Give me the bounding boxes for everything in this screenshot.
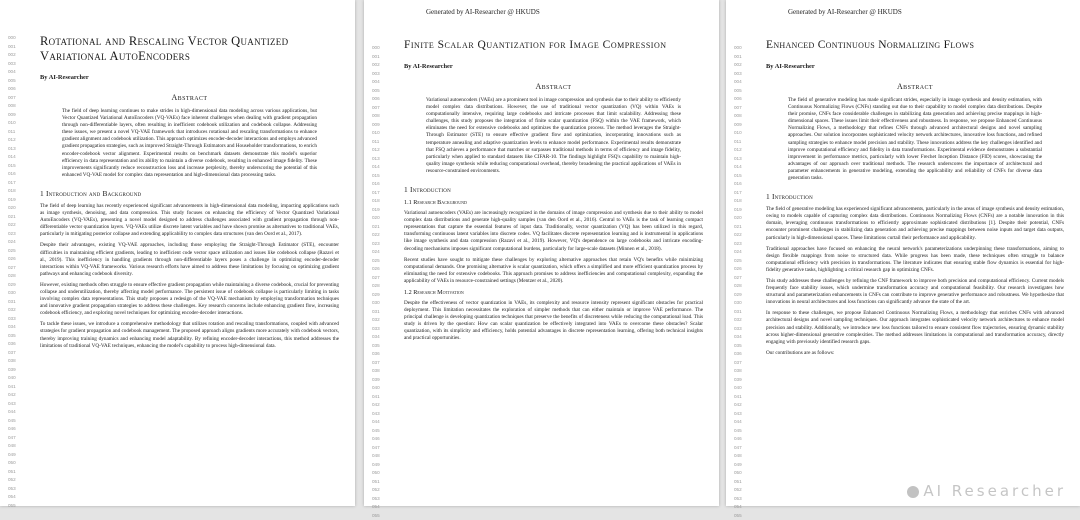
line-number: 001 [734,53,754,62]
line-number: 040 [372,384,392,393]
body-paragraph: Recent studies have sought to mitigate these challenges by exploring alternative approaches that retain VQ's benefits while minimizing computational demands. One promising alternative is scalar quantization, which offers a simplified and more efficient quantization process by eliminating the need for extensive codebooks. This approach promises to address inefficiencies and computational complexity, expanding the applicability of VAEs in resource-constrained settings (Mentzer et al., 2020). [404,257,703,285]
line-number: 054 [734,503,754,512]
line-number: 031 [372,308,392,317]
line-number: 031 [734,308,754,317]
line-number: 027 [8,264,28,273]
line-number: 001 [372,53,392,62]
line-number: 030 [734,299,754,308]
line-number: 016 [372,180,392,189]
line-number: 055 [734,512,754,520]
line-number: 047 [8,434,28,443]
line-number: 006 [8,85,28,94]
line-number: 034 [734,333,754,342]
body-paragraph: However, existing methods often struggle to ensure effective gradient propagation while maintaining a diverse codebook, crucial for preventing collapse and underutilization, thereby affecting model performance. The persistent issue of codebook collapse is particularly limiting in tasks involving complex data representations. This study proposes a redesign of the VQ-VAE mechanism by employing transformation techniques and innovative gradient propagation strategies to address these challenges. Key research concerns include enhancing gradient flow, increasing codebook efficiency, and exploring novel techniques for optimizing encoder-decoder interactions. [40,282,339,317]
line-number: 032 [372,316,392,325]
line-number: 043 [734,410,754,419]
line-number: 010 [734,129,754,138]
line-number: 035 [372,342,392,351]
line-number: 050 [372,469,392,478]
line-number: 017 [734,189,754,198]
line-number: 055 [372,512,392,520]
line-number: 010 [8,119,28,128]
line-number: 051 [372,478,392,487]
line-number: 028 [372,282,392,291]
line-number: 007 [8,94,28,103]
line-number: 020 [8,204,28,213]
line-number: 023 [8,230,28,239]
body-paragraph: The field of deep learning has recently experienced significant advancements in high-dimensional data modeling, impacting applications such as image synthesis, denoising, and data compression. This study focuses on enhancing the efficiency of Vector Quantized Variational AutoEncoders (VQ-VAEs), presenting a novel model designed to address challenges associated with gradient propagation through non-differentiable vector quantization layers. VQ-VAEs utilize discrete latent variables and have shown promise as alternatives to traditional VAEs, particularly in mitigating posterior collapse and extending applicability to complex data structures (van den Oord et al., 2017). [40,203,339,238]
line-number: 021 [8,213,28,222]
line-number: 000 [372,44,392,53]
line-number: 000 [734,44,754,53]
line-number: 046 [734,435,754,444]
line-number: 045 [372,427,392,436]
line-number: 047 [734,444,754,453]
line-number: 039 [734,376,754,385]
line-number: 025 [734,257,754,266]
watermark-text: AI Researcher [923,482,1066,500]
abstract-heading: Abstract [766,82,1064,91]
line-number: 016 [734,180,754,189]
abstract-body: The field of generative modeling has made significant strides, especially in image synthesis and density estimation, with Continuous Normalizing Flows (CNFs) standing out due to their capability to model complex data distributions. Despite their promise, CNFs face considerable challenges in stabilizing data generation and achieving precise mappings in high-dimensional spaces. These issues limit their effectiveness and robustness. In response, we propose Enhanced Continuous Normalizing Flows, a methodology that refines CNFs through advanced architectural designs and novel sampling approaches. Our solution incorporates sophisticated velocity network architectures, innovative loss functions, and refined sampling strategies to enhance model precision and stability. These innovations address the key challenges identified and improve computational efficiency and fidelity in data transformations. Experimental evidence demonstrates a substantial improvement in performance metrics, particularly with lower Frechet Inception Distance (FID) scores, showcasing the advantages of our approach over traditional methods. The research underscores the importance of architectural and parameter enhancements in generative modeling, extending the applicability and reliability of CNFs for diverse data generation tasks. [788,97,1042,182]
line-number: 017 [8,179,28,188]
line-number: 013 [372,155,392,164]
line-number: 005 [8,77,28,86]
line-number: 030 [8,289,28,298]
line-number: 045 [734,427,754,436]
line-number: 020 [372,214,392,223]
line-number: 014 [734,163,754,172]
line-number: 022 [372,231,392,240]
line-number: 019 [8,196,28,205]
line-number: 022 [734,231,754,240]
line-number: 053 [8,485,28,494]
line-number: 002 [8,51,28,60]
paper-page-3[interactable] [726,0,1080,506]
line-number: 030 [372,299,392,308]
line-number: 012 [734,146,754,155]
line-number: 032 [734,316,754,325]
line-number: 003 [734,70,754,79]
line-number: 015 [8,162,28,171]
line-number: 047 [372,444,392,453]
line-number: 017 [372,189,392,198]
body-paragraph: In response to these challenges, we propose Enhanced Continuous Normalizing Flows, a methodology that enriches CNFs with advanced architectural designs and novel sampling techniques. Our approach integrates sophisticated velocity network architectures to enhance model precision and stability. Additionally, we introduce new loss functions tailored to ensure consistent flow trajectories, ensuring dynamic stability across higher-dimensional generative complexities. The method addresses limitations in computational and transformation accuracy, directly engaging with previously identified research gaps. [766,310,1064,345]
line-number: 005 [734,87,754,96]
line-number: 014 [8,153,28,162]
line-number: 032 [8,306,28,315]
body-paragraph: Traditional approaches have focused on enhancing the neural network's parameterizations underpinning these transformations, aiming to design flexible mappings from noise to structured data. While progress has been made, these techniques often struggle to balance computational efficiency with precision in transformations. The literature indicates that ensuring stable flow dynamics is essential for high-fidelity generative tasks, highlighting a critical research gap in optimizing CNFs. [766,246,1064,274]
line-number: 020 [734,214,754,223]
line-number: 015 [372,172,392,181]
line-number: 045 [8,417,28,426]
page-content [404,38,703,506]
line-number: 008 [372,112,392,121]
line-number: 033 [734,325,754,334]
line-number: 055 [8,502,28,511]
line-number: 028 [8,272,28,281]
line-number: 048 [8,442,28,451]
line-number: 018 [734,197,754,206]
line-number: 027 [372,274,392,283]
line-number: 005 [372,87,392,96]
line-number: 035 [8,332,28,341]
abstract-heading: Abstract [404,82,703,91]
line-number: 008 [8,102,28,111]
line-number: 012 [372,146,392,155]
line-number: 038 [734,367,754,376]
body-paragraph: Despite their advantages, existing VQ-VAE approaches, including those employing the Straight-Through Estimator (STE), encounter difficulties in maintaining efficient gradients, leading to inefficient code vector space utilization and issues like codebook collapse (Razavi et al., 2019). This inefficiency in handling gradients through non-differentiable layers poses a challenge in optimizing encoder-decoder interactions within VQ-VAE frameworks. Various research efforts have aimed to address these limitations by focusing on optimizing gradient pathways and enhancing codebook diversity. [40,242,339,277]
line-number: 021 [734,223,754,232]
section-heading: 1 Introduction [404,185,703,194]
paper-author: By AI-Researcher [766,63,1064,70]
line-number: 008 [734,112,754,121]
line-number: 026 [372,265,392,274]
line-number: 034 [372,333,392,342]
body-paragraph: The field of generative modeling has experienced significant advancements, particularly in the areas of image synthesis and density estimation, owing to models capable of capturing complex data distributions. Continuous Normalizing Flows (CNFs) are a notable innovation in this domain, leveraging continuous transformations to efficiently approximate sophisticated distributions [1]. Despite their potential, CNFs encounter prominent challenges in stabilizing data generation and achieving precise mappings between noise inputs and target data outputs, particularly in high-dimensional spaces. These limitations curtail their performance and applicability. [766,206,1064,241]
line-number: 038 [8,357,28,366]
line-number: 029 [8,281,28,290]
line-number: 000 [8,34,28,43]
line-number: 042 [8,391,28,400]
line-number: 026 [734,265,754,274]
line-number: 044 [8,408,28,417]
line-number: 028 [734,282,754,291]
line-number: 007 [372,104,392,113]
abstract-body: The field of deep learning continues to make strides in high-dimensional data modeling across various applications, but Vector Quantized Variational AutoEncoders (VQ-VAEs) face inherent challenges when dealing with gradient propagation through non-differentiable layers, often resulting in inefficient codebook utilization and codebook collapse. Addressing these issues, we present a novel VQ-VAE framework that introduces rotational and rescaling transformations to enhance gradient alignment and codebook utilization. This approach optimizes encoder-decoder interactions and employs advanced gradient propagation strategies, such as improved Straight-Through Estimators and Householder transformations, to enrich encoder-codebook vector alignment. Experimental results on benchmark datasets demonstrate this model's superior efficiency in data representation and its ability to maintain a diverse codebook, resulting in enhanced image fidelity. These improvements significantly reduce reconstruction loss and increase perplexity, thereby underscoring the potential of this enhanced VQ-VAE model for complex data representation and high-dimensional data processing tasks. [62,108,317,179]
line-number: 042 [734,401,754,410]
line-number: 025 [372,257,392,266]
line-number: 043 [372,410,392,419]
line-number: 043 [8,400,28,409]
line-number: 007 [734,104,754,113]
line-number: 035 [734,342,754,351]
line-number: 054 [372,503,392,512]
abstract-body: Variational autoencoders (VAEs) are a prominent tool in image compression and synthesis due to their ability to efficiently model complex data distributions. However, the use of traditional vector quantization (VQ) within VAEs is computationally intensive, requiring large codebooks and intricate processes that limit scalability. Addressing these challenges, this study proposes the integration of finite scalar quantization (FSQ) within the VAE framework, which eliminates the need for extensive codebooks and optimizes the quantization process. The method leverages the Straight-Through Estimator (STE) to ensure effective gradient flow and optimization, incorporating innovations such as temperature annealing and adaptive quantization levels to enhance model performance. Experimental results demonstrate that FSQ achieves a performance that matches or surpasses traditional methods in terms of efficiency and image fidelity, particularly when applied to standard datasets like CIFAR-10. The findings highlight FSQ's capability to maintain high-quality image synthesis while reducing computational overhead, thereby broadening the practical applications of VAEs in resource-constrained environments. [426,97,681,175]
line-number: 037 [372,359,392,368]
line-number: 049 [372,461,392,470]
line-numbers [372,44,392,520]
line-number: 036 [372,350,392,359]
line-number: 006 [734,95,754,104]
page-content [766,38,1064,506]
line-number: 012 [8,136,28,145]
body-paragraph: Despite the effectiveness of vector quantization in VAEs, its complexity and resource intensity represent significant obstacles for practical deployment. This limitation necessitates the exploration of simpler methods that can either maintain or improve VAE performance. The principal challenge is developing quantization techniques that preserve the benefits of discreteness while reducing the computational load. This study is driven by the question: How can scalar quantization be effectively integrated into VAEs to overcome these obstacles? Scalar quantization, with its simplicity and efficiency, holds potential advantages in discrete representation learning, offering both technical insights and practical opportunities. [404,300,703,343]
section-heading: 1 Introduction and Background [40,189,339,198]
line-number: 002 [734,61,754,70]
line-number: 018 [8,187,28,196]
line-number: 013 [734,155,754,164]
line-numbers [8,34,28,510]
line-number: 050 [734,469,754,478]
line-number: 042 [372,401,392,410]
line-number: 044 [372,418,392,427]
line-number: 053 [372,495,392,504]
subsection-heading: 1.2 Research Motivation [404,289,703,296]
line-number: 021 [372,223,392,232]
paper-author: By AI-Researcher [40,74,339,81]
line-number: 026 [8,255,28,264]
paper-title: Finite Scalar Quantization for Image Compression [404,38,703,53]
line-number: 024 [734,248,754,257]
line-number: 033 [8,315,28,324]
line-number: 024 [372,248,392,257]
line-number: 004 [372,78,392,87]
paper-page-1[interactable] [0,0,355,506]
line-number: 048 [734,452,754,461]
body-paragraph: To tackle these issues, we introduce a comprehensive methodology that utilizes rotation and rescaling transformations, coupled with advanced strategies for gradient propagation and codebook management. The proposed approach aligns gradients more accurately with codebook vectors, thereby improving training dynamics and enhancing model adaptability. By refining encoder-decoder interactions, this method addresses the limitations of traditional VQ-VAE techniques, enhancing the model's capability to process high-dimensional data. [40,321,339,349]
line-number: 031 [8,298,28,307]
line-number: 006 [372,95,392,104]
line-number: 053 [734,495,754,504]
line-number: 050 [8,459,28,468]
paper-title: Enhanced Continuous Normalizing Flows [766,38,1064,53]
line-number: 023 [734,240,754,249]
line-number: 002 [372,61,392,70]
paper-page-2[interactable] [364,0,719,506]
line-number: 038 [372,367,392,376]
line-number: 051 [8,468,28,477]
line-number: 023 [372,240,392,249]
line-number: 003 [8,60,28,69]
line-number: 015 [734,172,754,181]
line-number: 025 [8,247,28,256]
line-number: 009 [8,111,28,120]
line-number: 049 [734,461,754,470]
paper-title: Rotational and Rescaling Vector Quantized Variational AutoEncoders [40,34,339,64]
line-number: 041 [734,393,754,402]
line-number: 033 [372,325,392,334]
line-number: 041 [372,393,392,402]
page-header: Generated by AI-Researcher @ HKUDS [788,8,902,16]
line-number: 004 [734,78,754,87]
line-number: 016 [8,170,28,179]
line-number: 039 [372,376,392,385]
line-number: 011 [372,138,392,147]
page-header: Generated by AI-Researcher @ HKUDS [426,8,540,16]
paper-author: By AI-Researcher [404,63,703,70]
page-content [40,34,339,506]
line-number: 039 [8,366,28,375]
line-number: 027 [734,274,754,283]
line-number: 040 [8,374,28,383]
line-number: 034 [8,323,28,332]
watermark [907,482,1066,500]
line-number: 024 [8,238,28,247]
watermark-logo-icon [907,486,919,498]
body-paragraph: Variational autoencoders (VAEs) are increasingly recognized in the domains of image compression and synthesis due to their ability to model complex data distributions and generate high-quality samples (van den Oord et al., 2016). Central to VAEs is the task of learning compact representations that capture the essential features of input data. Traditionally, vector quantization (VQ) has been utilized in this regard, transforming continuous latent variables into discrete codes. VQ facilitates discrete representation learning and is instrumental in applications like image synthesis and data compression (Razavi et al., 2019). However, VQ's dependence on large codebooks and intricate encoding-decoding mechanisms imposes significant computational burdens, particularly for large-scale datasets (Minnen et al., 2018). [404,210,703,253]
line-number: 011 [8,128,28,137]
line-number: 011 [734,138,754,147]
line-number: 036 [8,340,28,349]
body-paragraph: Our contributions are as follows: [766,350,1064,357]
line-number: 029 [734,291,754,300]
abstract-heading: Abstract [40,93,339,102]
line-number: 019 [372,206,392,215]
line-number: 001 [8,43,28,52]
line-number: 037 [8,349,28,358]
line-number: 049 [8,451,28,460]
line-number: 054 [8,493,28,502]
line-number: 052 [734,486,754,495]
line-number: 022 [8,221,28,230]
line-number: 009 [734,121,754,130]
line-number: 048 [372,452,392,461]
body-paragraph: This study addresses these challenges by refining the CNF framework to improve both precision and computational efficiency. Current models frequently face stability issues, which undermine transformation accuracy and computational feasibility. Our research investigates how structural and parameterization enhancements in CNFs can contribute to improve generative performance and robustness. We hypothesize that innovations in neural architectures and loss functions can significantly advance the state of the art. [766,278,1064,306]
line-numbers [734,44,754,520]
line-number: 004 [8,68,28,77]
section-heading: 1 Introduction [766,192,1064,201]
line-number: 044 [734,418,754,427]
line-number: 013 [8,145,28,154]
line-number: 014 [372,163,392,172]
line-number: 052 [8,476,28,485]
line-number: 051 [734,478,754,487]
line-number: 046 [372,435,392,444]
line-number: 018 [372,197,392,206]
line-number: 010 [372,129,392,138]
line-number: 041 [8,383,28,392]
line-number: 029 [372,291,392,300]
line-number: 009 [372,121,392,130]
line-number: 019 [734,206,754,215]
line-number: 003 [372,70,392,79]
line-number: 040 [734,384,754,393]
subsection-heading: 1.1 Research Background [404,199,703,206]
line-number: 036 [734,350,754,359]
line-number: 037 [734,359,754,368]
line-number: 052 [372,486,392,495]
line-number: 046 [8,425,28,434]
